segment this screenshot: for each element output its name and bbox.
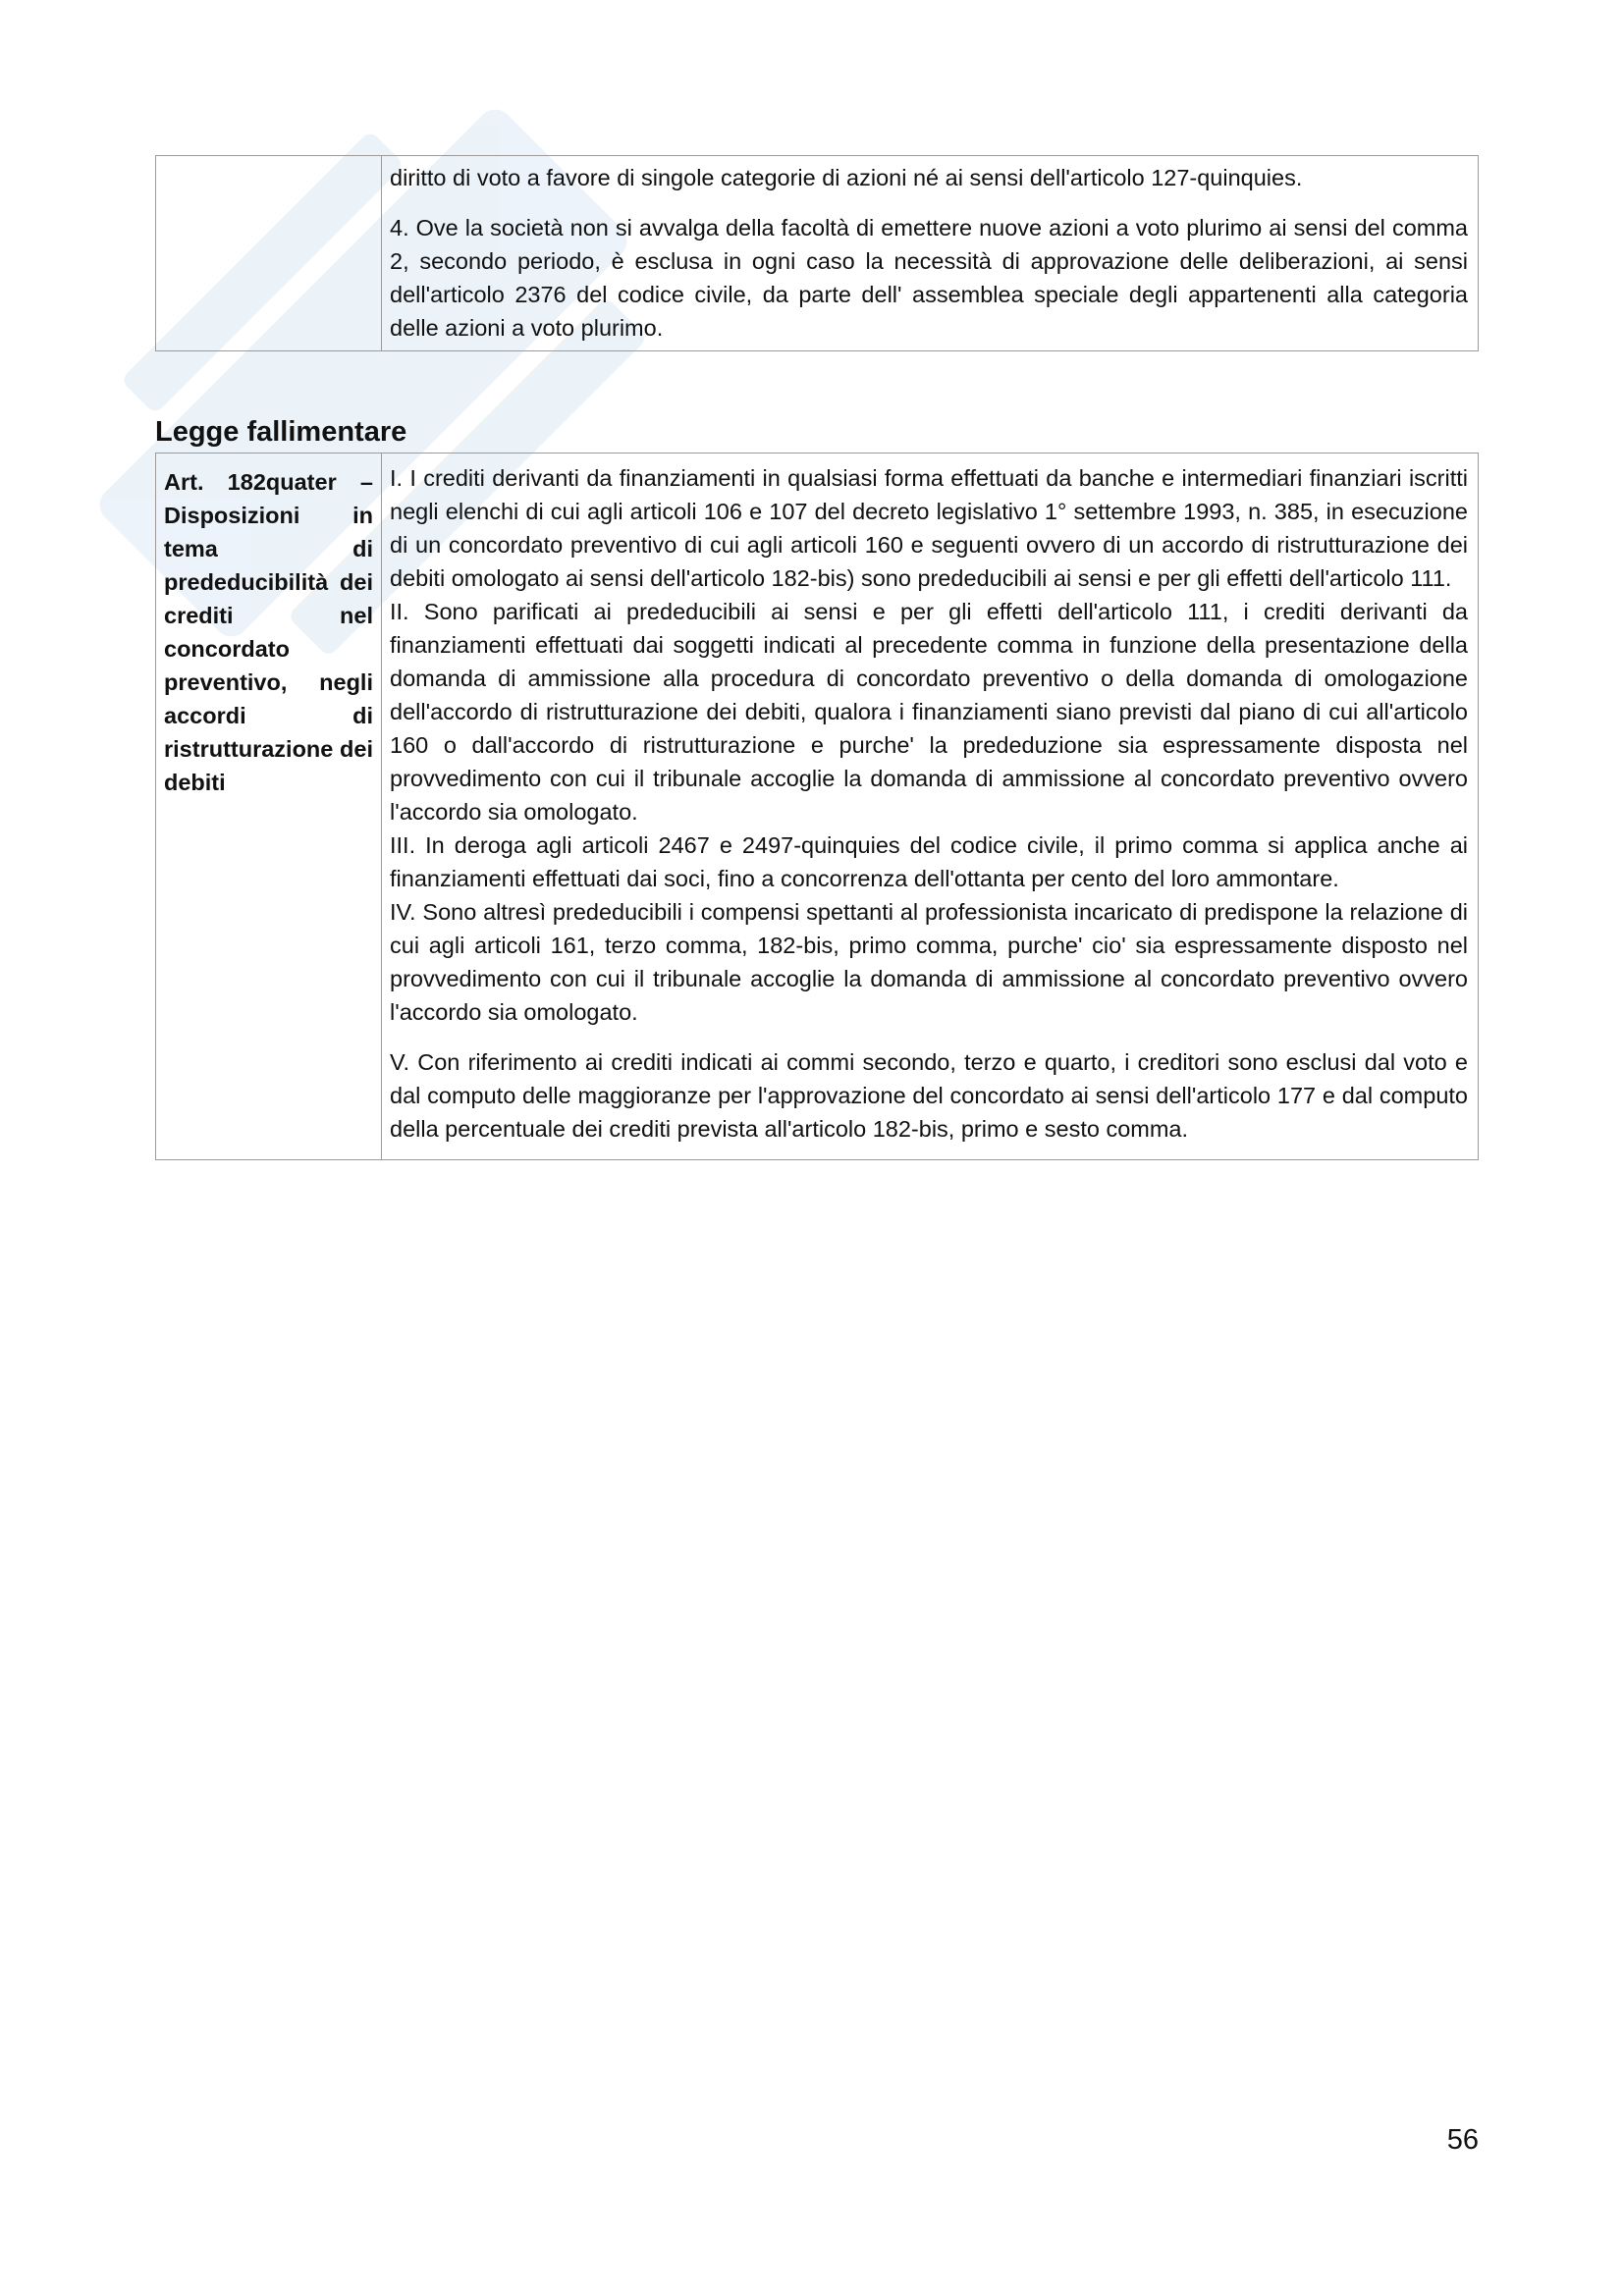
section-heading: Legge fallimentare [155, 416, 407, 448]
table-row [156, 454, 1479, 1160]
left-cell-empty [156, 156, 382, 351]
right-cell-text [382, 156, 1479, 351]
article-text-cell [382, 454, 1479, 1160]
paragraph-comma-3: III. In deroga agli articoli 2467 e 2497-quinquies del codice civile, il primo comma si applica anche ai finanziamenti effettuati dai soci, fino a concorrenza dell'ottanta per cento del loro ammontare. [390, 832, 1468, 891]
page-number: 56 [1446, 2124, 1479, 2156]
paragraph: diritto di voto a favore di singole categorie di azioni né ai sensi dell'articolo 127-quinquies. [390, 165, 1303, 190]
table-row [156, 156, 1479, 351]
paragraph-comma-5: V. Con riferimento ai crediti indicati ai commi secondo, terzo e quarto, i creditori sono esclusi dal voto e dal computo delle maggioranze per l'approvazione del concordato ai sensi dell'articolo 177 e dal computo della percentuale dei crediti prevista all'articolo 182-bis, primo e sesto comma. [390, 1049, 1468, 1142]
paragraph-comma-4: IV. Sono altresì prededucibili i compensi spettanti al professionista incaricato di predispone la relazione di cui agli articoli 161, terzo comma, 182-bis, primo comma, purche' cio' sia espressamente disposto nel provvedimento con cui il tribunale accoglie la domanda di ammissione al concordato preventivo ovvero l'accordo sia omologato. [390, 899, 1468, 1025]
paragraph-comma-1: I. I crediti derivanti da finanziamenti in qualsiasi forma effettuati da banche e intermediari finanziari iscritti negli elenchi di cui agli articoli 106 e 107 del decreto legislativo 1° settembre 1993, n. 385, in esecuzione di un concordato preventivo di cui agli articoli 160 e seguenti ovvero di un accordo di ristrutturazione dei debiti omologato ai sensi dell'articolo 182-bis) sono prededucibili ai sensi e per gli effetti dell'articolo 111. [390, 465, 1468, 591]
paragraph-comma-2: II. Sono parificati ai prededucibili ai sensi e per gli effetti dell'articolo 111, i crediti derivanti da finanziamenti effettuati dai soggetti indicati al precedente comma in funzione della presentazione della domanda di ammissione alla procedura di concordato preventivo o della domanda di omologazione dell'accordo di ristrutturazione dei debiti, qualora i finanziamenti siano previsti dal piano di cui all'articolo 160 o dall'accordo di ristrutturazione e purche' la prededuzione sia espressamente disposta nel provvedimento con cui il tribunale accoglie la domanda di ammissione al concordato preventivo ovvero l'accordo sia omologato. [390, 599, 1468, 825]
article-table [155, 453, 1479, 1160]
article-title-cell: Art. 182quater – Disposizioni in tema di prededucibilità dei crediti nel concordato preventivo, negli accordi di ristrutturazione dei debiti [156, 454, 382, 1160]
continuation-table [155, 155, 1479, 351]
paragraph: 4. Ove la società non si avvalga della facoltà di emettere nuove azioni a voto plurimo ai sensi del comma 2, secondo periodo, è esclusa in ogni caso la necessità di approvazione delle deliberazioni, ai sensi dell'articolo 2376 del codice civile, da parte dell' assemblea speciale degli appartenenti alla categoria delle azioni a voto plurimo. [390, 215, 1468, 341]
